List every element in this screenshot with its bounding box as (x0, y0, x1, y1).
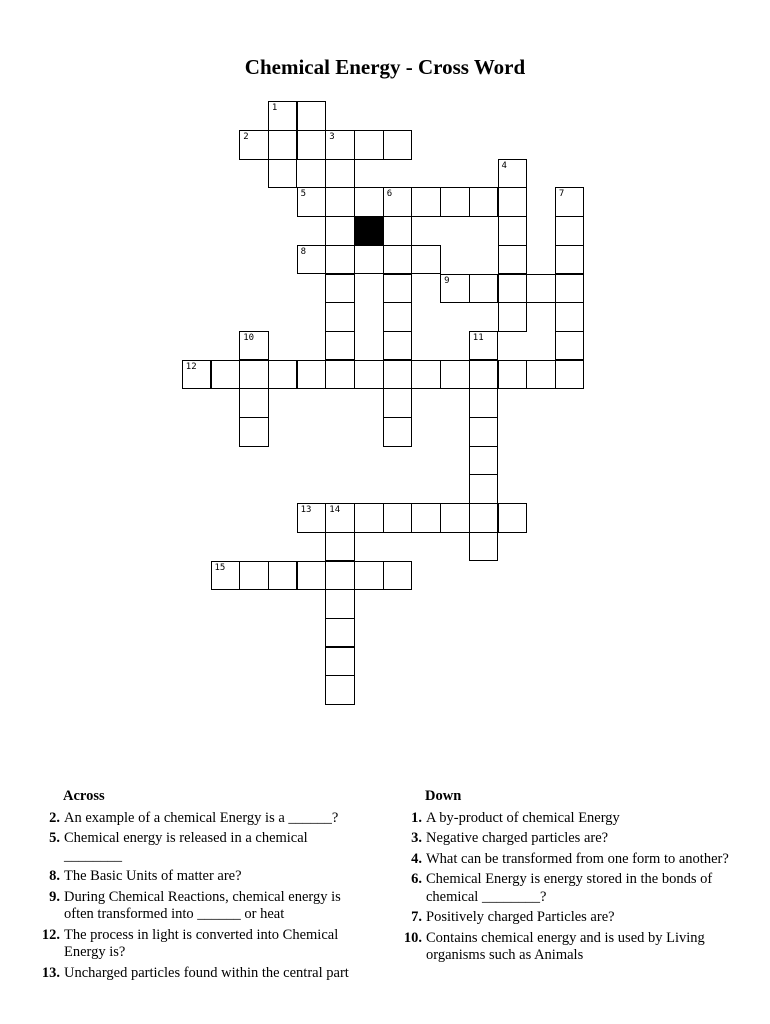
answer-cell (469, 331, 499, 361)
answer-cell (268, 360, 298, 390)
answer-cell (498, 360, 528, 390)
answer-cell (297, 360, 327, 390)
answer-cell (383, 417, 413, 447)
down-clues (392, 788, 732, 968)
answer-cell (383, 245, 413, 275)
clue-text: What can be transformed from one form to another? (426, 850, 729, 867)
across-clue (30, 927, 365, 962)
down-clue (392, 830, 732, 848)
clue-number: 10. (403, 929, 422, 946)
answer-cell (268, 101, 298, 131)
answer-cell (555, 331, 585, 361)
clue-number-label: 1 (271, 103, 278, 114)
answer-cell (526, 360, 556, 390)
clue-number-label: 5 (300, 189, 307, 200)
clue-text: Positively charged Particles are? (426, 909, 615, 925)
clue-number-label: 15 (214, 562, 226, 573)
clue-number: 3. (411, 830, 422, 846)
answer-cell (325, 216, 355, 246)
answer-cell (383, 187, 413, 217)
down-clue (392, 810, 732, 828)
answer-cell (325, 561, 355, 591)
clue-number-label: 10 (243, 332, 255, 343)
answer-cell (469, 388, 499, 418)
clue-text: The process in light is converted into Chemical Energy is? (64, 926, 339, 960)
answer-cell (555, 187, 585, 217)
answer-cell (383, 130, 413, 160)
answer-cell (297, 130, 327, 160)
answer-cell (325, 331, 355, 361)
answer-cell (211, 561, 241, 591)
clue-text: The Basic Units of matter are? (64, 868, 242, 884)
clue-number: 2. (49, 809, 60, 826)
answer-cell (440, 503, 470, 533)
answer-cell (239, 388, 269, 418)
clue-number-label: 2 (243, 132, 249, 142)
answer-cell (469, 446, 499, 476)
answer-cell (239, 331, 269, 361)
answer-cell (325, 187, 355, 217)
answer-cell (555, 360, 585, 390)
answer-cell (383, 388, 413, 418)
answer-cell (383, 503, 413, 533)
answer-cell (325, 503, 355, 533)
clue-number: 12. (41, 926, 60, 943)
answer-cell (498, 159, 528, 189)
answer-cell (383, 216, 413, 246)
clue-number-label: 14 (329, 505, 341, 516)
answer-cell (469, 417, 499, 447)
answer-cell (297, 503, 327, 533)
answer-cell (354, 503, 384, 533)
answer-cell (498, 274, 528, 304)
clue-number: 7. (411, 909, 422, 925)
answer-cell (297, 245, 327, 275)
answer-cell (325, 274, 355, 304)
clue-number-label: 11 (472, 332, 484, 343)
clue-number: 5. (49, 830, 60, 846)
answer-cell (383, 360, 413, 390)
clue-text: An example of a chemical Energy is a ______? (64, 809, 339, 826)
clue-number: 1. (411, 809, 422, 826)
answer-cell (239, 130, 269, 160)
answer-cell (325, 245, 355, 275)
answer-cell (440, 187, 470, 217)
answer-cell (325, 618, 355, 648)
answer-cell (383, 561, 413, 591)
clue-number-label: 7 (558, 189, 565, 200)
answer-cell (297, 561, 327, 591)
answer-cell (325, 360, 355, 390)
answer-cell (555, 302, 585, 332)
clue-number-label: 13 (300, 505, 312, 516)
answer-cell (526, 274, 556, 304)
clue-number: 13. (41, 964, 60, 981)
down-clue (392, 871, 732, 906)
answer-cell (297, 101, 327, 131)
answer-cell (354, 360, 384, 390)
answer-cell (297, 187, 327, 217)
clue-number-label: 8 (300, 246, 307, 257)
answer-cell (498, 187, 528, 217)
clue-text: Negative charged particles are? (426, 830, 609, 846)
answer-cell (440, 274, 470, 304)
clue-number: 6. (411, 871, 422, 887)
answer-cell (325, 130, 355, 160)
answer-cell (411, 187, 441, 217)
clue-text: During Chemical Reactions, chemical energy is often transformed into ______ or heat (64, 888, 341, 922)
answer-cell (498, 302, 528, 332)
across-clue (30, 965, 365, 983)
clue-number: 9. (49, 888, 60, 905)
clue-number-label: 9 (444, 275, 450, 286)
answer-cell (354, 561, 384, 591)
clue-text: Uncharged particles found within the central part (64, 964, 349, 981)
answer-cell (469, 187, 499, 217)
across-clue (30, 868, 365, 886)
answer-cell (555, 274, 585, 304)
answer-cell (498, 245, 528, 275)
clue-number-label: 12 (185, 361, 197, 372)
across-clue (30, 830, 365, 865)
across-clue (30, 889, 365, 924)
answer-cell (555, 245, 585, 275)
clue-text: A by-product of chemical Energy (426, 809, 620, 826)
clue-number: 8. (49, 868, 60, 884)
page-title: Chemical Energy - Cross Word (244, 55, 526, 79)
clue-text: Chemical Energy is energy stored in the bonds of chemical ________? (426, 871, 713, 905)
answer-cell (383, 331, 413, 361)
answer-cell (325, 302, 355, 332)
answer-cell (469, 360, 499, 390)
clue-text: Chemical energy is released in a chemical ________ (64, 830, 308, 864)
answer-cell (354, 130, 384, 160)
answer-cell (239, 561, 269, 591)
answer-cell (440, 360, 470, 390)
answer-cell (239, 417, 269, 447)
answer-cell (469, 503, 499, 533)
clue-number: 4. (411, 850, 422, 867)
answer-cell (325, 532, 355, 562)
answer-cell (411, 503, 441, 533)
across-clue (30, 810, 365, 828)
answer-cell (383, 302, 413, 332)
clue-number-label: 4 (501, 160, 507, 171)
clue-text: Contains chemical energy and is used by Living organisms such as Animals (426, 929, 705, 963)
answer-cell (555, 216, 585, 246)
answer-cell (182, 360, 212, 390)
down-heading: Down (425, 788, 462, 804)
answer-cell (383, 274, 413, 304)
clue-number-label: 6 (386, 189, 393, 200)
answer-cell (325, 589, 355, 619)
answer-cell (325, 159, 355, 189)
answer-cell (469, 532, 499, 562)
across-heading: Across (63, 788, 105, 804)
answer-cell (411, 245, 441, 275)
answer-cell (411, 360, 441, 390)
down-clue (392, 851, 732, 869)
answer-cell (498, 216, 528, 246)
down-clue (392, 930, 732, 965)
answer-cell (498, 503, 528, 533)
answer-cell (268, 561, 298, 591)
answer-cell (268, 159, 298, 189)
answer-cell (325, 647, 355, 677)
answer-cell (211, 360, 241, 390)
answer-cell (469, 474, 499, 504)
answer-cell (469, 274, 499, 304)
answer-cell (239, 360, 269, 390)
answer-cell (325, 675, 355, 705)
answer-cell (354, 245, 384, 275)
black-square (354, 216, 384, 246)
answer-cell (354, 187, 384, 217)
across-clues (30, 788, 365, 985)
down-clue (392, 909, 732, 927)
answer-cell (268, 130, 298, 160)
clue-number-label: 3 (329, 132, 335, 142)
